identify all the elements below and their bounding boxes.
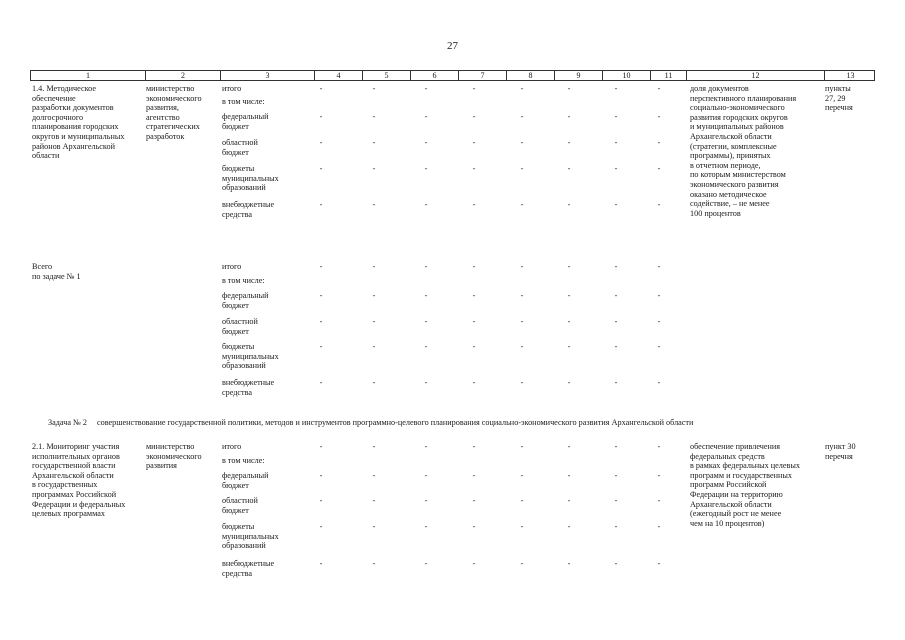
- empty-value-dash: -: [657, 262, 661, 271]
- empty-value-dash: -: [424, 138, 428, 147]
- empty-value-dash: -: [424, 559, 428, 568]
- empty-value-dash: -: [657, 522, 661, 531]
- empty-value-dash: -: [472, 378, 476, 387]
- funding-federal-label: федеральный бюджет: [222, 112, 269, 131]
- funding-including-label: в том числе:: [222, 456, 265, 465]
- header-cell-1: 1: [86, 71, 90, 80]
- funding-federal-label: федеральный бюджет: [222, 471, 269, 490]
- row-executor: министерство экономического развития, агентство стратегических разработок: [146, 84, 202, 141]
- empty-value-dash: -: [614, 112, 618, 121]
- empty-value-dash: -: [614, 442, 618, 451]
- empty-value-dash: -: [567, 496, 571, 505]
- funding-total-label: итого: [222, 84, 242, 93]
- empty-value-dash: -: [319, 112, 323, 121]
- row-reference: пункт 30 перечня: [825, 442, 856, 461]
- empty-value-dash: -: [472, 262, 476, 271]
- row-executor: министерство экономического развития: [146, 442, 202, 471]
- row-description: Всего по задаче № 1: [32, 262, 81, 281]
- funding-total-label: итого: [222, 262, 242, 271]
- empty-value-dash: -: [319, 378, 323, 387]
- empty-value-dash: -: [657, 200, 661, 209]
- empty-value-dash: -: [520, 559, 524, 568]
- empty-value-dash: -: [657, 378, 661, 387]
- empty-value-dash: -: [614, 317, 618, 326]
- empty-value-dash: -: [567, 291, 571, 300]
- row-description: 2.1. Мониторинг участия исполнительных органов государственной власти Архангельской области в государственных программах Российской Федерации и федеральных целевых программах: [32, 442, 126, 519]
- empty-value-dash: -: [424, 378, 428, 387]
- funding-municipal-label: бюджеты муниципальных образований: [222, 522, 279, 551]
- empty-value-dash: -: [472, 496, 476, 505]
- empty-value-dash: -: [319, 317, 323, 326]
- empty-value-dash: -: [424, 164, 428, 173]
- row-reference: пункты 27, 29 перечня: [825, 84, 853, 113]
- funding-extrabudget-label: внебюджетные средства: [222, 378, 275, 397]
- header-cell-8: 8: [506, 71, 554, 80]
- funding-municipal-label: бюджеты муниципальных образований: [222, 342, 279, 371]
- empty-value-dash: -: [424, 317, 428, 326]
- empty-value-dash: -: [472, 342, 476, 351]
- empty-value-dash: -: [567, 262, 571, 271]
- empty-value-dash: -: [520, 84, 524, 93]
- empty-value-dash: -: [372, 112, 376, 121]
- empty-value-dash: -: [567, 559, 571, 568]
- empty-value-dash: -: [319, 138, 323, 147]
- empty-value-dash: -: [567, 317, 571, 326]
- empty-value-dash: -: [520, 291, 524, 300]
- task-2-text: совершенствование государственной политики, методов и инструментов программно-целевого планирования социально-экономического развития Архангельской области: [96, 418, 694, 427]
- empty-value-dash: -: [372, 84, 376, 93]
- empty-value-dash: -: [372, 317, 376, 326]
- empty-value-dash: -: [472, 559, 476, 568]
- header-cell-5: 5: [362, 71, 410, 80]
- empty-value-dash: -: [372, 522, 376, 531]
- empty-value-dash: -: [372, 442, 376, 451]
- empty-value-dash: -: [424, 342, 428, 351]
- empty-value-dash: -: [472, 112, 476, 121]
- empty-value-dash: -: [567, 200, 571, 209]
- empty-value-dash: -: [520, 317, 524, 326]
- empty-value-dash: -: [424, 471, 428, 480]
- row-description: 1.4. Методическое обеспечение разработки документов долгосрочного планирования городских округов и муниципальных районов Архангельской области: [32, 84, 125, 161]
- empty-value-dash: -: [614, 342, 618, 351]
- empty-value-dash: -: [520, 262, 524, 271]
- empty-value-dash: -: [424, 291, 428, 300]
- empty-value-dash: -: [319, 200, 323, 209]
- empty-value-dash: -: [567, 84, 571, 93]
- empty-value-dash: -: [614, 559, 618, 568]
- funding-regional-label: областной бюджет: [222, 317, 258, 336]
- empty-value-dash: -: [614, 164, 618, 173]
- empty-value-dash: -: [520, 200, 524, 209]
- empty-value-dash: -: [372, 378, 376, 387]
- empty-value-dash: -: [614, 262, 618, 271]
- empty-value-dash: -: [319, 291, 323, 300]
- row-indicator: обеспечение привлечения федеральных средств в рамках федеральных целевых программ и государственных программ Российской Федерации на территорию Архангельской области (ежегодный рост не менее чем на 10 процентов): [690, 442, 800, 528]
- empty-value-dash: -: [657, 84, 661, 93]
- header-cell-11: 11: [650, 71, 686, 80]
- empty-value-dash: -: [424, 84, 428, 93]
- funding-extrabudget-label: внебюджетные средства: [222, 200, 275, 219]
- empty-value-dash: -: [567, 138, 571, 147]
- empty-value-dash: -: [657, 317, 661, 326]
- header-cell-2: 2: [145, 71, 220, 80]
- header-cell-12: 12: [686, 71, 824, 80]
- empty-value-dash: -: [520, 471, 524, 480]
- empty-value-dash: -: [472, 522, 476, 531]
- header-cell-13: 13: [824, 71, 876, 80]
- page-number: 27: [447, 40, 458, 52]
- empty-value-dash: -: [520, 112, 524, 121]
- empty-value-dash: -: [372, 342, 376, 351]
- empty-value-dash: -: [567, 471, 571, 480]
- empty-value-dash: -: [657, 496, 661, 505]
- empty-value-dash: -: [614, 471, 618, 480]
- header-cell-6: 6: [410, 71, 458, 80]
- funding-including-label: в том числе:: [222, 276, 265, 285]
- empty-value-dash: -: [614, 138, 618, 147]
- funding-including-label: в том числе:: [222, 97, 265, 106]
- empty-value-dash: -: [657, 471, 661, 480]
- empty-value-dash: -: [520, 496, 524, 505]
- empty-value-dash: -: [657, 164, 661, 173]
- funding-regional-label: областной бюджет: [222, 496, 258, 515]
- empty-value-dash: -: [567, 112, 571, 121]
- empty-value-dash: -: [614, 200, 618, 209]
- empty-value-dash: -: [567, 164, 571, 173]
- empty-value-dash: -: [472, 291, 476, 300]
- empty-value-dash: -: [520, 522, 524, 531]
- empty-value-dash: -: [472, 442, 476, 451]
- header-cell-4: 4: [314, 71, 362, 80]
- empty-value-dash: -: [424, 522, 428, 531]
- empty-value-dash: -: [614, 522, 618, 531]
- empty-value-dash: -: [567, 442, 571, 451]
- empty-value-dash: -: [520, 342, 524, 351]
- funding-extrabudget-label: внебюджетные средства: [222, 559, 275, 578]
- empty-value-dash: -: [520, 164, 524, 173]
- funding-municipal-label: бюджеты муниципальных образований: [222, 164, 279, 193]
- empty-value-dash: -: [520, 442, 524, 451]
- task-2-heading: [48, 418, 693, 428]
- empty-value-dash: -: [472, 164, 476, 173]
- empty-value-dash: -: [520, 138, 524, 147]
- empty-value-dash: -: [472, 84, 476, 93]
- header-cell-7: 7: [458, 71, 506, 80]
- funding-total-label: итого: [222, 442, 242, 451]
- empty-value-dash: -: [424, 112, 428, 121]
- header-cell-10: 10: [602, 71, 650, 80]
- empty-value-dash: -: [614, 291, 618, 300]
- table-header: [30, 70, 875, 81]
- empty-value-dash: -: [424, 442, 428, 451]
- empty-value-dash: -: [657, 442, 661, 451]
- empty-value-dash: -: [372, 559, 376, 568]
- empty-value-dash: -: [472, 317, 476, 326]
- empty-value-dash: -: [319, 522, 323, 531]
- empty-value-dash: -: [567, 342, 571, 351]
- empty-value-dash: -: [657, 291, 661, 300]
- header-cell-9: 9: [554, 71, 602, 80]
- empty-value-dash: -: [319, 496, 323, 505]
- empty-value-dash: -: [472, 471, 476, 480]
- empty-value-dash: -: [472, 138, 476, 147]
- empty-value-dash: -: [614, 378, 618, 387]
- empty-value-dash: -: [472, 200, 476, 209]
- empty-value-dash: -: [319, 262, 323, 271]
- empty-value-dash: -: [424, 262, 428, 271]
- empty-value-dash: -: [319, 471, 323, 480]
- empty-value-dash: -: [657, 138, 661, 147]
- empty-value-dash: -: [372, 164, 376, 173]
- empty-value-dash: -: [614, 496, 618, 505]
- empty-value-dash: -: [372, 471, 376, 480]
- task-2-label: Задача № 2: [48, 418, 87, 427]
- empty-value-dash: -: [372, 291, 376, 300]
- empty-value-dash: -: [520, 378, 524, 387]
- empty-value-dash: -: [319, 164, 323, 173]
- empty-value-dash: -: [657, 112, 661, 121]
- empty-value-dash: -: [372, 496, 376, 505]
- empty-value-dash: -: [614, 84, 618, 93]
- empty-value-dash: -: [657, 342, 661, 351]
- empty-value-dash: -: [319, 559, 323, 568]
- empty-value-dash: -: [372, 262, 376, 271]
- empty-value-dash: -: [319, 442, 323, 451]
- empty-value-dash: -: [319, 84, 323, 93]
- funding-regional-label: областной бюджет: [222, 138, 258, 157]
- empty-value-dash: -: [319, 342, 323, 351]
- empty-value-dash: -: [567, 378, 571, 387]
- empty-value-dash: -: [657, 559, 661, 568]
- empty-value-dash: -: [424, 496, 428, 505]
- empty-value-dash: -: [372, 200, 376, 209]
- header-cell-3: 3: [220, 71, 314, 80]
- empty-value-dash: -: [567, 522, 571, 531]
- empty-value-dash: -: [372, 138, 376, 147]
- funding-federal-label: федеральный бюджет: [222, 291, 269, 310]
- row-indicator: доля документов перспективного планирования социально-экономического развития городских округов и муниципальных районов Архангельской области (стратегии, комплексные программы), принятых в отчетном периоде, по которым министерством экономического развития оказано методическое содействие, – не менее 100 процентов: [690, 84, 797, 218]
- empty-value-dash: -: [424, 200, 428, 209]
